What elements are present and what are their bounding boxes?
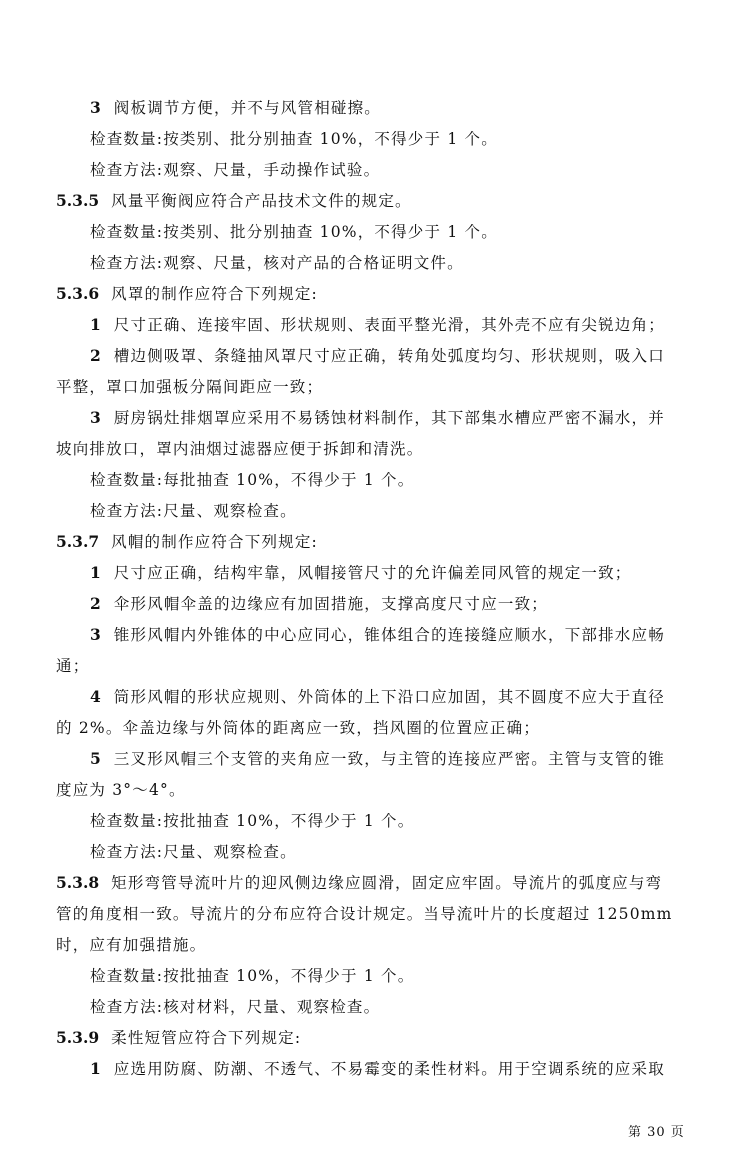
section-heading: [56, 191, 412, 211]
paragraph-line: [90, 98, 381, 118]
line-text: 平整，罩口加强板分隔间距应一致；: [56, 378, 324, 396]
line-text: 尺寸正确、连接牢固、形状规则、表面平整光滑，其外壳不应有尖锐边角；: [113, 316, 665, 334]
paragraph-line: [90, 501, 297, 521]
item-number: 3: [90, 408, 101, 427]
line-text: 坡向排放口，罩内油烟过滤器应便于拆卸和清洗。: [56, 440, 424, 458]
line-text: 矩形弯管导流叶片的迎风侧边缘应圆滑，固定应牢固。导流片的弧度应与弯: [111, 874, 663, 892]
paragraph-line: [90, 594, 548, 614]
paragraph-line: [90, 160, 380, 180]
line-text: 检查方法:尺量、观察检查。: [90, 843, 297, 861]
line-text: 伞形风帽伞盖的边缘应有加固措施，支撑高度尺寸应一致；: [113, 595, 548, 613]
section-heading: [56, 284, 318, 304]
line-text: 度应为 3°～4°。: [56, 781, 186, 799]
line-text: 尺寸应正确，结构牢靠，风帽接管尺寸的允许偏差同风管的规定一致；: [113, 564, 632, 582]
section-number: 5.3.5: [56, 191, 100, 210]
section-number: 5.3.9: [56, 1028, 100, 1047]
item-number: 3: [90, 98, 101, 117]
paragraph-line: [90, 811, 414, 831]
paragraph-line: [56, 377, 323, 397]
line-text: 检查数量:按批抽查 10%，不得少于 1 个。: [90, 967, 415, 985]
line-text: 检查方法:尺量、观察检查。: [90, 502, 297, 520]
paragraph-line: [56, 935, 206, 955]
line-text: 三叉形风帽三个支管的夹角应一致，与主管的连接应严密。主管与支管的锥: [113, 750, 665, 768]
line-text: 时，应有加强措施。: [56, 936, 207, 954]
paragraph-line: [56, 780, 186, 800]
line-text: 风量平衡阀应符合产品技术文件的规定。: [111, 192, 412, 210]
paragraph-line: [56, 656, 89, 676]
section-number: 5.3.7: [56, 532, 100, 551]
paragraph-line: [56, 439, 423, 459]
line-text: 锥形风帽内外锥体的中心应同心，锥体组合的连接缝应顺水，下部排水应畅: [113, 626, 665, 644]
paragraph-line: [90, 346, 665, 366]
paragraph-line: [90, 253, 464, 273]
item-number: 4: [90, 687, 101, 706]
paragraph-line: [90, 1059, 665, 1079]
section-heading: [56, 1028, 301, 1048]
line-text: 槽边侧吸罩、条缝抽风罩尺寸应正确，转角处弧度均匀、形状规则，吸入口: [113, 347, 665, 365]
line-text: 检查方法:核对材料，尺量、观察检查。: [90, 998, 381, 1016]
item-number: 2: [90, 594, 101, 613]
line-text: 风罩的制作应符合下列规定:: [111, 285, 318, 303]
line-text: 厨房锅灶排烟罩应采用不易锈蚀材料制作，其下部集水槽应严密不漏水，并: [113, 409, 665, 427]
paragraph-line: [90, 749, 665, 769]
section-number: 5.3.6: [56, 284, 100, 303]
line-text: 检查方法:观察、尺量，手动操作试验。: [90, 161, 381, 179]
section-heading: [56, 873, 662, 893]
paragraph-line: [90, 222, 498, 242]
item-number: 1: [90, 315, 101, 334]
paragraph-line: [90, 315, 665, 335]
line-text: 筒形风帽的形状应规则、外筒体的上下沿口应加固，其不圆度不应大于直径: [113, 688, 665, 706]
line-text: 检查数量:每批抽查 10%，不得少于 1 个。: [90, 471, 415, 489]
section-heading: [56, 532, 318, 552]
line-text: 柔性短管应符合下列规定:: [111, 1029, 302, 1047]
paragraph-line: [90, 129, 498, 149]
paragraph-line: [56, 718, 540, 738]
item-number: 5: [90, 749, 101, 768]
item-number: 1: [90, 1059, 101, 1078]
line-text: 应选用防腐、防潮、不透气、不易霉变的柔性材料。用于空调系统的应采取: [113, 1060, 665, 1078]
page-number: 第 30 页: [628, 1125, 685, 1140]
line-text: 的 2%。伞盖边缘与外筒体的距离应一致，挡风圈的位置应正确；: [56, 719, 541, 737]
section-number: 5.3.8: [56, 873, 100, 892]
line-text: 管的角度相一致。导流片的分布应符合设计规定。当导流叶片的长度超过 1250mm: [56, 905, 673, 923]
paragraph-line: [90, 842, 297, 862]
line-text: 检查数量:按类别、批分别抽查 10%，不得少于 1 个。: [90, 130, 498, 148]
line-text: 检查数量:按批抽查 10%，不得少于 1 个。: [90, 812, 415, 830]
item-number: 3: [90, 625, 101, 644]
paragraph-line: [90, 687, 665, 707]
paragraph-line: [90, 966, 414, 986]
item-number: 1: [90, 563, 101, 582]
paragraph-line: [90, 408, 665, 428]
line-text: 检查方法:观察、尺量，核对产品的合格证明文件。: [90, 254, 464, 272]
paragraph-line: [90, 563, 632, 583]
paragraph-line: [90, 625, 665, 645]
line-text: 阀板调节方便，并不与风管相碰擦。: [113, 99, 381, 117]
item-number: 2: [90, 346, 101, 365]
paragraph-line: [90, 470, 414, 490]
line-text: 通；: [56, 657, 90, 675]
line-text: 风帽的制作应符合下列规定:: [111, 533, 318, 551]
paragraph-line: [90, 997, 380, 1017]
paragraph-line: [56, 904, 673, 924]
line-text: 检查数量:按类别、批分别抽查 10%，不得少于 1 个。: [90, 223, 498, 241]
